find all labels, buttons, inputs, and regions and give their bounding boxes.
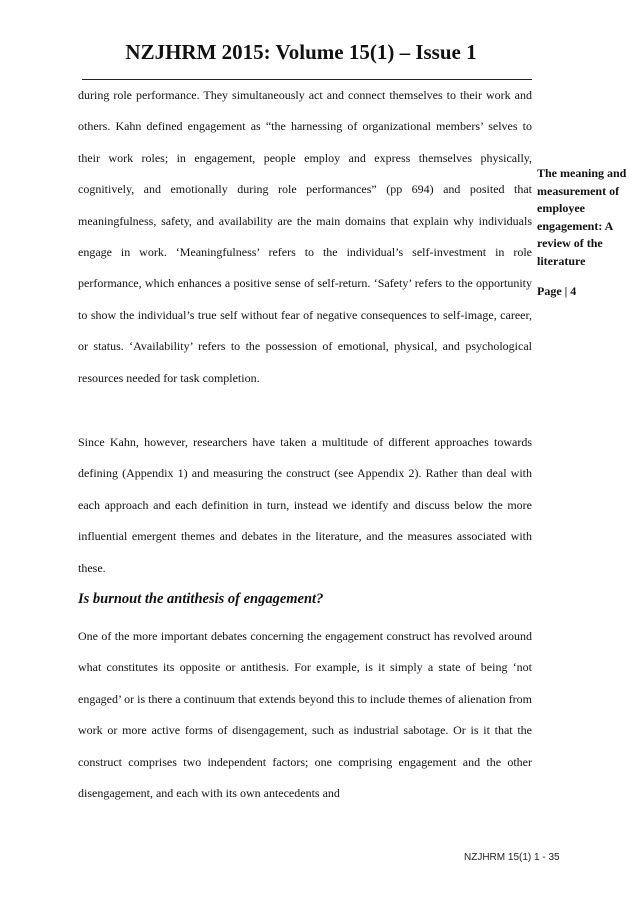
body-paragraph-3: One of the more important debates concerning the engagement construct has revolved around what constitutes its opposite or antithesis. For example, is it simply a state of being ‘not engaged’ or is there a continuum that extends beyond this to include themes of alienation from work or more active forms of disengagement, such as industrial sabotage. Or is it that the construct comprises two independent factors; one comprising engagement and the other disengagement, and each with its own antecedents and (78, 629, 532, 801)
body-paragraph-1: during role performance. They simultaneously act and connect themselves to their work and others. Kahn defined engagement as “the harnessing of organizational members’ selves to their work roles; in engagement, people employ and express themselves physically, cognitively, and emotionally during role performances” (pp 694) and posited that meaningfulness, safety, and availability are the main domains that explain why individuals engage in work. ‘Meaningfulness’ refers to the individual’s self-investment in role performance, which enhances a positive sense of self-return. ‘Safety’ refers to the opportunity to show the individual’s true self without fear of negative consequences to self-image, career, or status. ‘Availability’ refers to the possession of emotional, physical, and psychological resources needed for task completion. (78, 88, 532, 385)
sidebar-article-title: The meaning and measurement of employee engagement: A review of the literature (537, 166, 627, 268)
journal-header-title: NZJHRM 2015: Volume 15(1) – Issue 1 (125, 40, 477, 64)
sidebar (537, 165, 637, 300)
page-footer: NZJHRM 15(1) 1 - 35 (464, 852, 560, 863)
body-paragraph-2: Since Kahn, however, researchers have taken a multitude of different approaches towards defining (Appendix 1) and measuring the construct (see Appendix 2). Rather than deal with each approach and each definition in turn, instead we identify and discuss below the more influential emergent themes and debates in the literature, and the measures associated with these. (78, 435, 532, 575)
section-heading: Is burnout the antithesis of engagement? (78, 591, 324, 607)
page-number-label: Page | 4 (537, 283, 577, 298)
